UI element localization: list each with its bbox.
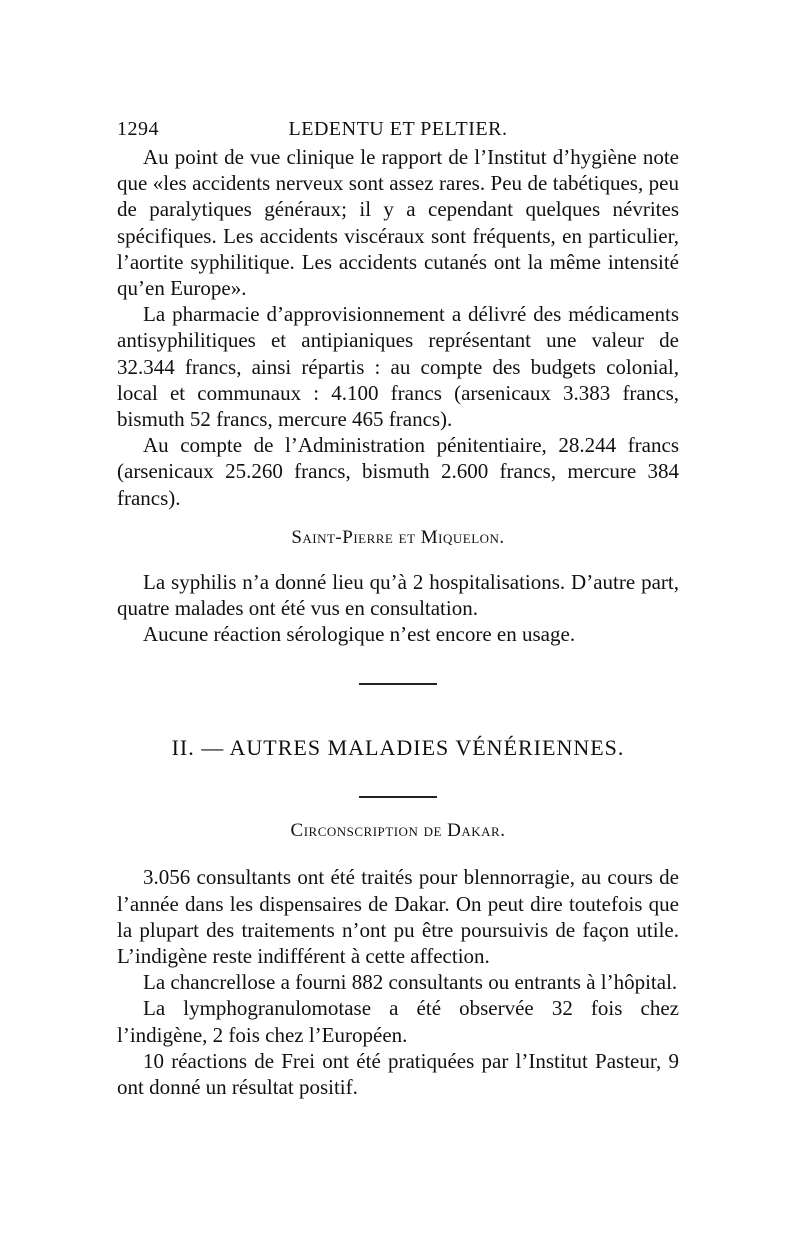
running-title: LEDENTU ET PELTIER. (288, 118, 508, 140)
subheading-saint-pierre-miquelon: Saint-Pierre et Miquelon. (291, 526, 505, 548)
subheading-dakar: Circonscription de Dakar. (290, 820, 506, 842)
divider-rule (359, 683, 437, 685)
paragraph-chancrellose: La chancrellose a fourni 882 consultants ou entrants à l’hôpital. (143, 970, 678, 995)
paragraph-lymphogranulomatose: La lymphogranulomotase a été observée 32 fois chez l’indigène, 2 fois chez l’Européen. (117, 996, 679, 1047)
page-number: 1294 (117, 118, 159, 140)
paragraph-blennorragie: 3.056 consultants ont été traités pour blennorragie, au cours de l’année dans les dispensaires de Dakar. On peut dire toutefois que la plupart des traitements n’ont pu être poursuivis de façon utile. L’indigène reste indifférent à cette affection. (117, 865, 679, 969)
section-heading: II. — AUTRES MALADIES VÉNÉRIENNES. (171, 735, 625, 761)
book-page (117, 108, 679, 1100)
paragraph-pharmacy: La pharmacie d’approvisionnement a délivré des médicaments antisyphilitiques et antipianiques représentant une valeur de 32.344 francs, ainsi répartis : au compte des budgets colonial, local et communaux : 4.100 francs (arsenicaux 3.383 francs, bismuth 52 francs, mercure 465 francs). (117, 302, 679, 432)
paragraph-syphilis-hospitalisations: La syphilis n’a donné lieu qu’à 2 hospitalisations. D’autre part, quatre malades ont été vus en consultation. (117, 569, 679, 621)
paragraph-serological-reaction: Aucune réaction sérologique n’est encore en usage. (143, 622, 576, 647)
paragraph-clinical-report: Au point de vue clinique le rapport de l’Institut d’hygiène note que «les accidents nerveux sont assez rares. Peu de tabétiques, peu de paralytiques généraux; il y a cependant quelques névrites spécifiques. Les accidents viscéraux sont fréquents, en particulier, l’aortite syphilitique. Les accidents cutanés ont la même intensité qu’en Europe». (117, 145, 679, 301)
paragraph-penitentiary: Au compte de l’Administration pénitentiaire, 28.244 francs (arsenicaux 25.260 francs, bismuth 2.600 francs, mercure 384 francs). (117, 433, 679, 510)
paragraph-frei-reactions: 10 réactions de Frei ont été pratiquées par l’Institut Pasteur, 9 ont donné un résultat positif. (117, 1048, 679, 1100)
divider-rule (359, 796, 437, 798)
running-head (117, 108, 679, 144)
